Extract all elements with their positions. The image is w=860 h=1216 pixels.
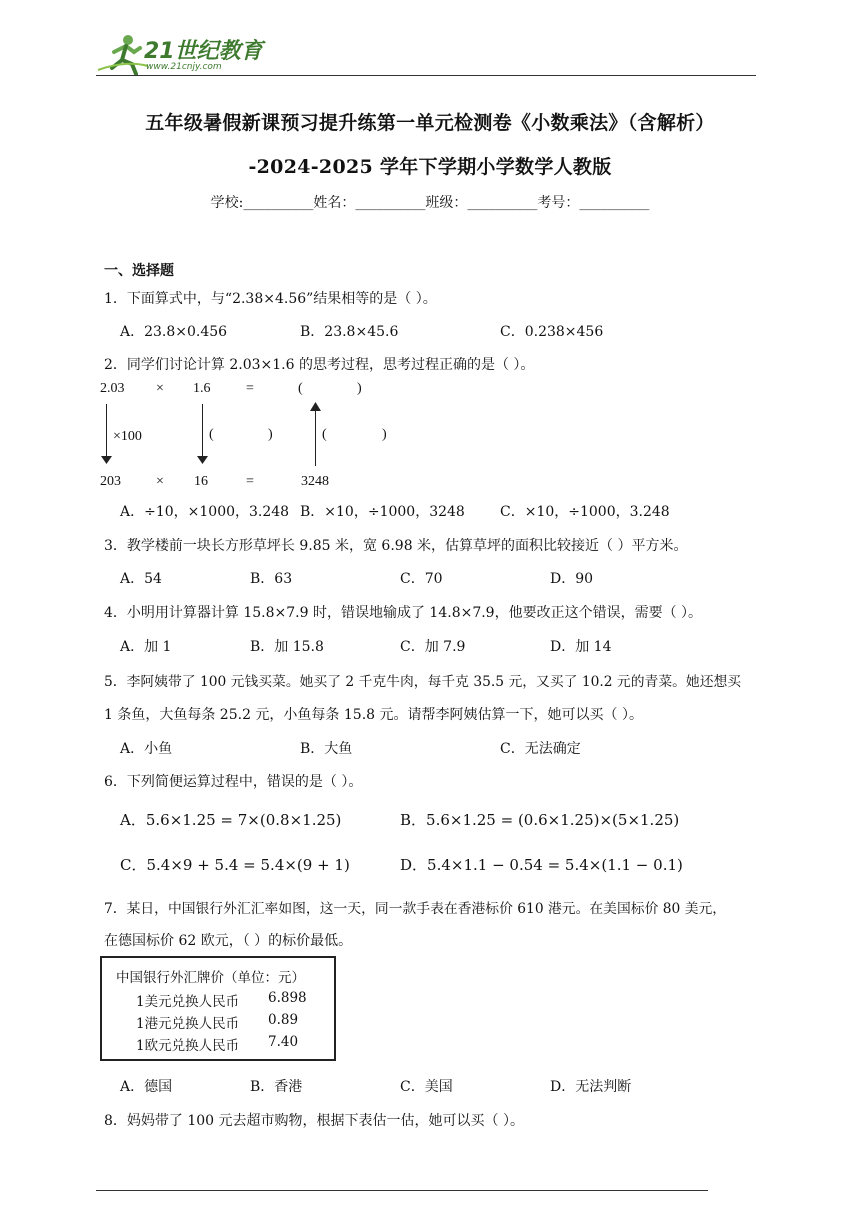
header-rule: [96, 75, 756, 76]
diagram-mid-paren2-close: ): [382, 427, 387, 442]
page-title-line2: -2024-2025 学年下学期小学数学人教版: [248, 156, 612, 178]
diagram-bottom-equals: =: [246, 474, 254, 489]
rate-table-title: 中国银行外汇牌价（单位：元）: [116, 970, 305, 986]
question-7-line2: 在德国标价 62 欧元，（ ）的标价最低。: [104, 933, 353, 949]
student-info-line: 学校:__________姓名：__________班级：__________考号：__________: [210, 195, 650, 211]
rate-row-usd-value: 6.898: [268, 990, 307, 1006]
option-7b: B．香港: [250, 1079, 303, 1095]
option-4d: D．加 14: [550, 639, 612, 655]
option-7d: D．无法判断: [550, 1079, 632, 1095]
diagram-bottom-times: ×: [156, 474, 164, 489]
arrow-down-1-head-icon: [101, 456, 112, 465]
arrow-down-2-head-icon: [197, 456, 208, 465]
diagram-top-equals: =: [246, 381, 254, 396]
question-1: 1．下面算式中，与“2.38×4.56”结果相等的是（ ）。: [104, 291, 437, 307]
diagram-mid-paren1-open: (: [209, 427, 214, 442]
diagram-mid-times100: ×100: [113, 429, 142, 444]
diagram-bottom-factor1: 203: [100, 474, 121, 489]
diagram-top-paren-close: ): [357, 381, 362, 396]
option-6d: D．5.4×1.1 − 0.54 = 5.4×(1.1 − 0.1): [400, 856, 683, 874]
option-6c: C．5.4×9 + 5.4 = 5.4×(9 + 1): [120, 856, 350, 874]
option-2a: A．÷10，×1000，3.248: [120, 504, 290, 520]
option-3c: C．70: [400, 571, 443, 587]
option-7a: A．德国: [120, 1079, 173, 1095]
question-2: 2．同学们讨论计算 2.03×1.6 的思考过程，思考过程正确的是（ ）。: [104, 357, 535, 373]
arrow-down-2: [202, 404, 203, 460]
arrow-up-head-icon: [310, 402, 321, 411]
option-2c: C．×10，÷1000，3.248: [500, 504, 670, 520]
rate-row-eur-value: 7.40: [268, 1034, 299, 1050]
exchange-rate-table: [100, 956, 336, 1061]
option-6a: A．5.6×1.25 = 7×(0.8×1.25): [120, 811, 342, 829]
option-6b: B．5.6×1.25 = (0.6×1.25)×(5×1.25): [400, 811, 680, 829]
option-3a: A．54: [120, 571, 162, 587]
rate-row-hkd-value: 0.89: [268, 1012, 299, 1028]
logo: [96, 30, 263, 78]
option-5c: C．无法确定: [500, 741, 581, 757]
logo-brand: 21世纪教育: [144, 39, 263, 64]
diagram-top-factor2: 1.6: [193, 381, 211, 396]
option-3b: B．63: [250, 571, 293, 587]
option-4a: A．加 1: [120, 639, 172, 655]
option-5a: A．小鱼: [120, 741, 173, 757]
option-1a: A．23.8×0.456: [120, 324, 228, 340]
question-3: 3．教学楼前一块长方形草坪长 9.85 米，宽 6.98 米，估算草坪的面积比较接近（ ）平方米。: [104, 538, 688, 554]
diagram-bottom-product: 3248: [301, 474, 329, 489]
question-5-line2: 1 条鱼，大鱼每条 25.2 元，小鱼每条 15.8 元。请帮李阿姨估算一下，她可以买（ ）。: [104, 707, 643, 723]
question-4: 4．小明用计算器计算 15.8×7.9 时，错误地输成了 14.8×7.9，他要改正这个错误，需要（ ）。: [104, 605, 703, 621]
rate-row-hkd-label: 1港元兑换人民币: [136, 1016, 240, 1032]
diagram-bottom-factor2: 16: [194, 474, 208, 489]
section-title: 一、选择题: [104, 263, 174, 279]
logo-url: www.21cnjy.com: [146, 62, 222, 72]
arrow-up: [315, 410, 316, 466]
option-4c: C．加 7.9: [400, 639, 466, 655]
option-5b: B．大鱼: [300, 741, 353, 757]
option-2b: B．×10，÷1000，3248: [300, 504, 465, 520]
diagram-top-paren-open: (: [298, 381, 303, 396]
diagram-top-factor1: 2.03: [100, 381, 125, 396]
option-1c: C．0.238×456: [500, 324, 604, 340]
rate-row-eur-label: 1欧元兑换人民币: [136, 1038, 240, 1054]
diagram-top-times: ×: [156, 381, 164, 396]
option-4b: B．加 15.8: [250, 639, 324, 655]
option-1b: B．23.8×45.6: [300, 324, 399, 340]
rate-row-usd-label: 1美元兑换人民币: [136, 994, 240, 1010]
footer-rule: [96, 1190, 708, 1191]
diagram-mid-paren1-close: ): [268, 427, 273, 442]
page-title-line1: 五年级暑假新课预习提升练第一单元检测卷《小数乘法》（含解析）: [145, 112, 715, 134]
diagram-mid-paren2-open: (: [322, 427, 327, 442]
option-3d: D．90: [550, 571, 594, 587]
question-6: 6．下列简便运算过程中，错误的是（ ）。: [104, 774, 363, 790]
question-8: 8．妈妈带了 100 元去超市购物，根据下表估一估，她可以买（ ）。: [104, 1113, 524, 1129]
question-5-line1: 5．李阿姨带了 100 元钱买菜。她买了 2 千克牛肉，每千克 35.5 元，又买了 10.2 元的青菜。她还想买: [104, 674, 742, 690]
option-7c: C．美国: [400, 1079, 453, 1095]
arrow-down-1: [106, 404, 107, 460]
question-7-line1: 7．某日，中国银行外汇汇率如图，这一天，同一款手表在香港标价 610 港元。在美国标价 80 美元，: [104, 901, 727, 917]
